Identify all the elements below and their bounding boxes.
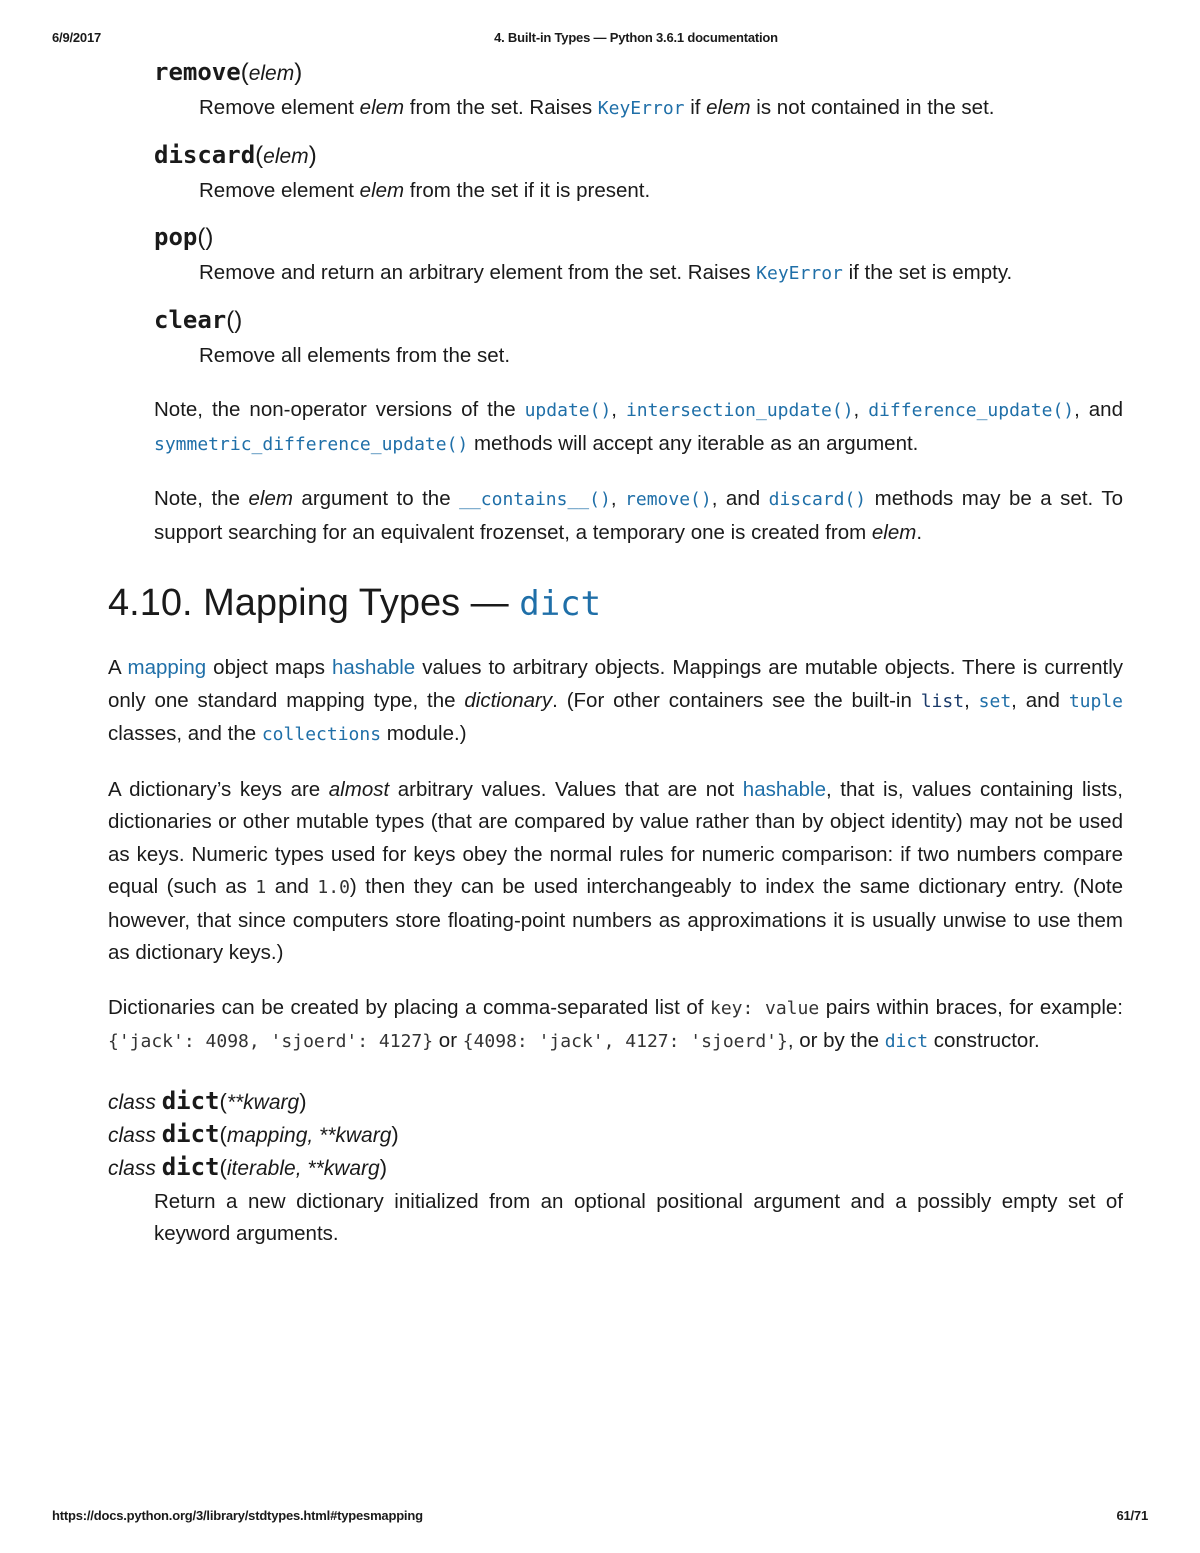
symmetric-difference-update-link[interactable]: symmetric_difference_update() <box>154 433 469 455</box>
emphasis: dictionary <box>464 688 553 712</box>
class-signature-dict-kwarg <box>108 1085 1123 1118</box>
text: methods will accept any iterable as an argument. <box>468 431 919 455</box>
inline-code: {'jack': 4098, 'sjoerd': 4127} <box>108 1031 434 1052</box>
class-name: dict <box>161 1086 220 1115</box>
paren-open: ( <box>219 1121 227 1147</box>
keyerror-link[interactable]: KeyError <box>756 263 843 284</box>
text: Dictionaries can be created by placing a comma-separated list of <box>108 995 710 1019</box>
paragraph-mapping-intro <box>108 652 1123 752</box>
text: , and <box>1074 398 1123 421</box>
paren: () <box>226 307 243 334</box>
text: , and <box>711 487 769 510</box>
paragraph-dictionary-creation <box>108 992 1123 1059</box>
method-desc-clear <box>199 340 1123 372</box>
text: , or by the <box>787 1029 885 1052</box>
difference-update-link[interactable]: difference_update() <box>868 400 1075 421</box>
text: . (For other containers see the built-in <box>552 688 921 712</box>
paren-close: ) <box>391 1121 399 1147</box>
paragraph-dictionary-keys <box>108 774 1123 970</box>
text: Remove all elements from the set. <box>199 344 511 367</box>
note-non-operator-versions <box>154 394 1123 461</box>
paren-close: ) <box>379 1154 388 1180</box>
inline-code: {4098: 'jack', 4127: 'sjoerd'} <box>462 1031 788 1052</box>
text: argument to the <box>292 487 460 510</box>
tuple-link[interactable]: tuple <box>1068 690 1123 712</box>
text: object maps <box>206 656 332 679</box>
method-param: elem <box>263 145 309 168</box>
text: Remove element <box>199 96 360 119</box>
paren-close: ) <box>308 142 317 169</box>
emphasis: elem <box>359 96 405 119</box>
text: , <box>853 398 869 421</box>
text: Remove and return an arbitrary element from the set. Raises <box>199 261 757 284</box>
collections-link[interactable]: collections <box>261 724 382 745</box>
paren-open: ( <box>219 1154 227 1180</box>
class-name: dict <box>161 1119 220 1148</box>
footer-url: https://docs.python.org/3/library/stdtypes.html#typesmapping <box>52 1508 423 1523</box>
class-name: dict <box>161 1152 220 1181</box>
method-signature-pop <box>154 221 1123 253</box>
text: , <box>611 398 626 421</box>
contains-link[interactable]: __contains__() <box>459 489 611 510</box>
method-name: clear <box>154 306 227 334</box>
class-signature-dict-mapping <box>108 1118 1123 1151</box>
text: classes, and the <box>108 722 262 745</box>
header-date: 6/9/2017 <box>52 30 102 45</box>
update-link[interactable]: update() <box>524 400 612 421</box>
method-desc-discard <box>199 175 1123 207</box>
text: arbitrary values. Values that are not <box>389 777 743 801</box>
section-heading-mapping-types <box>108 579 1123 628</box>
inline-code: key: value <box>709 997 820 1019</box>
method-signature-remove <box>154 56 1123 88</box>
class-param: mapping, **kwarg <box>226 1123 392 1147</box>
paren-open: ( <box>219 1088 227 1114</box>
note-elem-argument <box>154 483 1123 549</box>
paren-close: ) <box>299 1088 307 1114</box>
text: module.) <box>381 722 467 745</box>
dict-heading-link[interactable]: dict <box>519 584 602 624</box>
emphasis: elem <box>248 487 293 510</box>
class-param: iterable, **kwarg <box>226 1156 380 1180</box>
emphasis: elem <box>871 520 917 544</box>
text: is not contained in the set. <box>750 96 995 119</box>
hashable-glossary-link[interactable]: hashable <box>332 656 416 679</box>
page-content <box>108 56 1123 1251</box>
method-param: elem <box>248 62 295 85</box>
text: , and <box>1011 688 1069 712</box>
remove-link[interactable]: remove() <box>625 489 712 510</box>
set-link[interactable]: set <box>978 690 1012 712</box>
method-desc-pop <box>199 257 1123 290</box>
text: pairs within braces, for example: <box>819 995 1123 1019</box>
paren-close: ) <box>294 59 303 86</box>
mapping-glossary-link[interactable]: mapping <box>127 656 207 679</box>
heading-text: 4.10. Mapping Types — <box>108 582 520 624</box>
text: if the set is empty. <box>842 261 1013 284</box>
method-signature-clear <box>154 304 1123 336</box>
method-desc-remove <box>199 92 1123 125</box>
text: or <box>433 1029 463 1052</box>
emphasis: elem <box>359 179 405 202</box>
text: A <box>108 656 128 679</box>
method-name: remove <box>154 58 241 86</box>
class-keyword: class <box>108 1090 162 1114</box>
discard-link[interactable]: discard() <box>768 489 867 510</box>
text: from the set if it is present. <box>404 179 651 202</box>
header-title: 4. Built-in Types — Python 3.6.1 documentation <box>494 30 778 45</box>
text: if <box>684 96 707 119</box>
text: ) then they can be used interchangeably to index the same dictionary entry. (Note however, that since computers store floating-point numbers as approximations it is usually unwise to use them as dictionary keys.) <box>108 875 1123 964</box>
text: Remove element <box>199 179 360 202</box>
text: . <box>916 520 923 544</box>
text: , <box>610 487 626 510</box>
paren-open: ( <box>255 142 264 169</box>
text: , <box>964 688 979 712</box>
inline-code: 1.0 <box>317 877 350 898</box>
text: Note, the non-operator versions of the <box>154 398 525 421</box>
dict-link[interactable]: dict <box>884 1031 929 1052</box>
text: methods may be a set. To support searching for an equivalent frozenset, a temporary one is created from <box>154 487 1123 544</box>
footer-page-number: 61/71 <box>1116 1508 1148 1523</box>
text: constructor. <box>928 1029 1040 1052</box>
method-name: pop <box>154 223 198 251</box>
emphasis: almost <box>328 777 390 801</box>
text: Note, the <box>154 487 249 510</box>
class-keyword: class <box>108 1156 162 1180</box>
text: and <box>266 875 318 898</box>
text: values to arbitrary objects. Mappings are mutable objects. There is currently only one standard mapping type, the <box>108 656 1123 712</box>
class-description: Return a new dictionary initialized from an optional positional argument and a possibly empty set of keyword arguments. <box>154 1189 1123 1245</box>
intersection-update-link[interactable]: intersection_update() <box>625 400 854 421</box>
list-link[interactable]: list <box>920 690 965 712</box>
emphasis: elem <box>706 96 751 119</box>
hashable-glossary-link[interactable]: hashable <box>742 777 827 801</box>
method-signature-discard <box>154 139 1123 171</box>
paren-open: ( <box>240 59 249 86</box>
text: , that is, values containing lists, dictionaries or other mutable types (that are compared by value rather than by object identity) may not be used as keys. Numeric types used for keys obey the normal rules for numeric comparison: if two numbers compare equal (such as <box>108 777 1123 898</box>
text: A dictionary’s keys are <box>108 777 329 801</box>
class-param: **kwarg <box>226 1090 300 1114</box>
class-keyword: class <box>108 1123 162 1147</box>
text: from the set. Raises <box>404 96 598 119</box>
keyerror-link[interactable]: KeyError <box>597 98 685 119</box>
inline-code: 1 <box>255 877 267 898</box>
paren: () <box>197 224 214 251</box>
class-signature-dict-iterable <box>108 1151 1123 1184</box>
method-name: discard <box>154 141 256 169</box>
